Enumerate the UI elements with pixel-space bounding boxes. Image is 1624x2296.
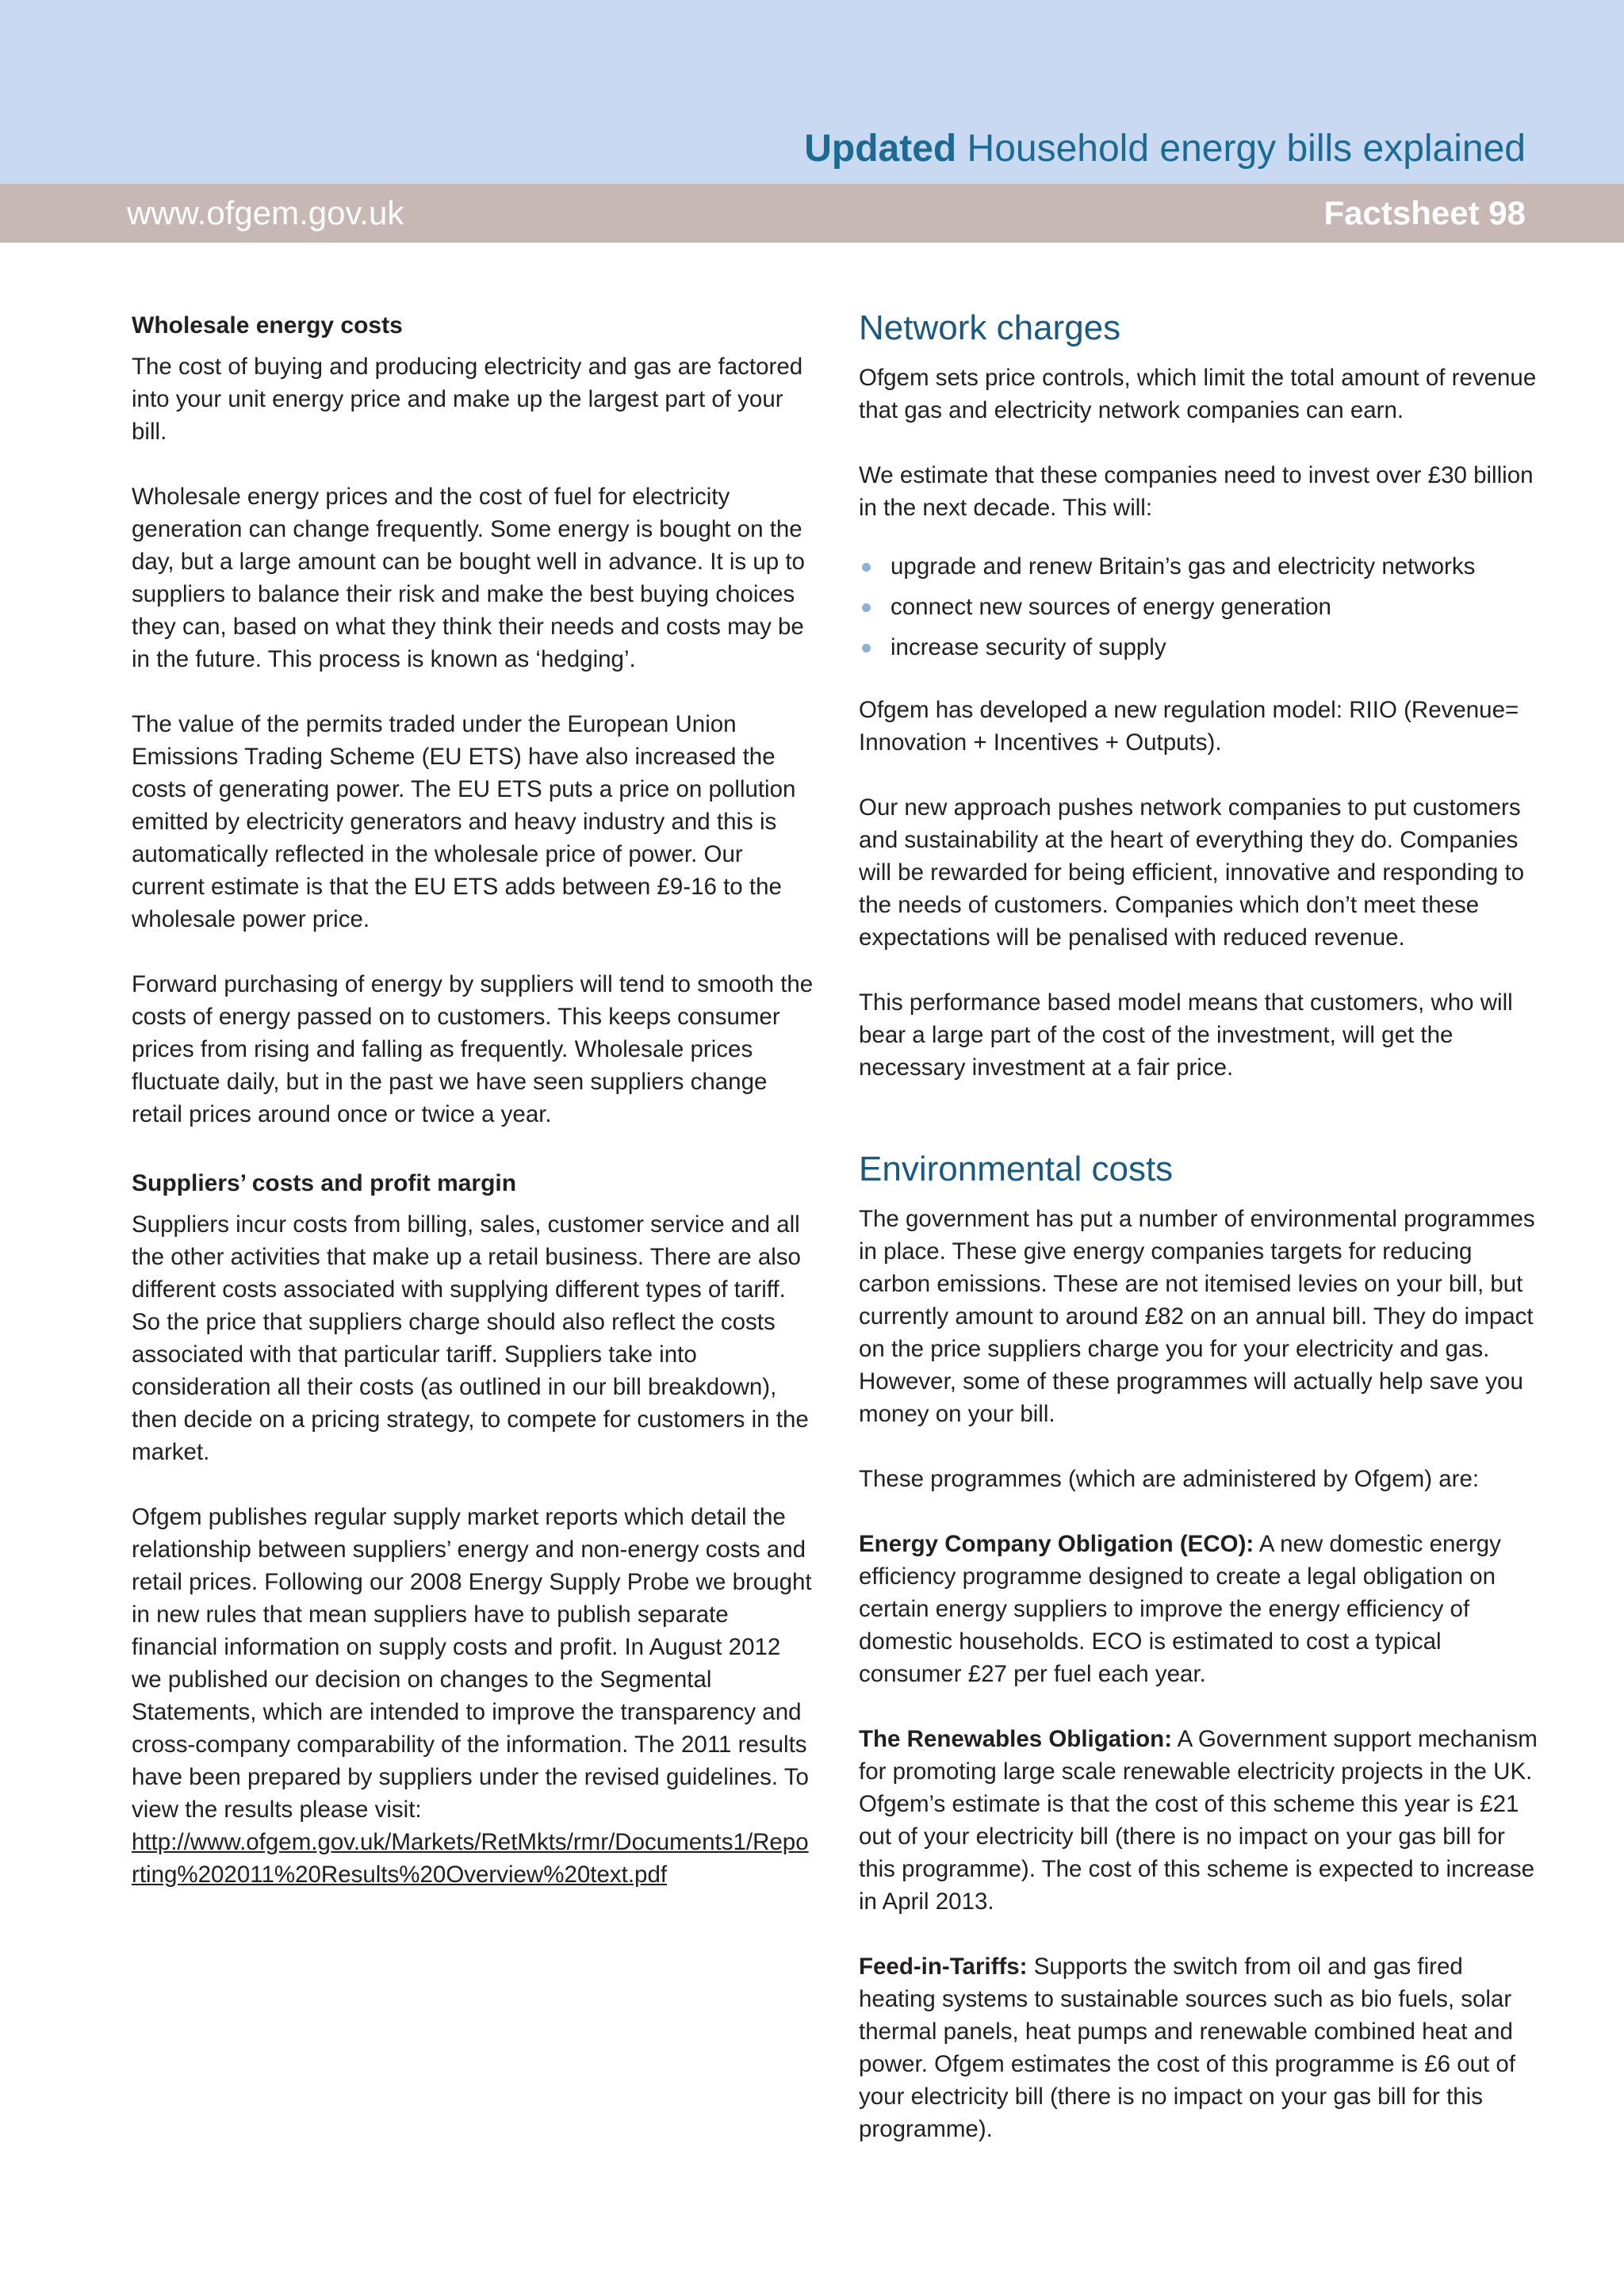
title-text: Household energy bills explained bbox=[956, 128, 1526, 170]
suppliers-heading: Suppliers’ costs and profit margin bbox=[132, 1170, 517, 1196]
wholesale-paragraph: The value of the permits traded under the European Union Emissions Trading Scheme (EU ETS) have also increased the costs of generating power. The EU ETS puts a price on pollution emitted by electricity generators and heavy industry and this is automatically reflected in the wholesale price of power. Our current estimate is that the EU ETS adds between £9-16 to the wholesale power price. bbox=[132, 711, 796, 932]
environmental-paragraph: These programmes (which are administered by Ofgem) are: bbox=[859, 1466, 1480, 1492]
ro-paragraph bbox=[859, 1723, 1541, 1918]
network-bullet-list bbox=[859, 550, 1541, 664]
network-paragraph: Our new approach pushes network companies to put customers and sustainability at the heart of everything they do. Companies will be rewarded for being efficient, innovative and responding to the needs of customers. Companies which don’t meet these expectations will be penalised with reduced revenue. bbox=[859, 794, 1525, 951]
fit-text: Supports the switch from oil and gas fired heating systems to sustainable sources such as bio fuels, solar thermal panels, heat pumps and renewable combined heat and power. Ofgem estimates the cost of this programme is £6 out of your electricity bill (there is no impact on your gas bill for this programme). bbox=[859, 1954, 1516, 2142]
network-heading: Network charges bbox=[859, 308, 1121, 347]
bullet-icon bbox=[862, 563, 871, 572]
bullet-item bbox=[859, 550, 1541, 583]
wholesale-paragraph: The cost of buying and producing electricity and gas are factored into your unit energy price and make up the largest part of your bill. bbox=[132, 354, 803, 445]
wholesale-paragraph: Forward purchasing of energy by suppliers will tend to smooth the costs of energy passed on to customers. This keeps consumer prices from rising and falling as frequently. Wholesale prices fluctuate daily, but in the past we have seen suppliers change retail prices around once or twice a year. bbox=[132, 971, 814, 1127]
bullet-text: increase security of supply bbox=[891, 634, 1166, 660]
environmental-paragraph: The government has put a number of environmental programmes in place. These give energy companies targets for reducing carbon emissions. These are not itemised levies on your bill, but currently amount to around £82 on an annual bill. They do impact on the price suppliers charge you for your electricity and gas. However, some of these programmes will actually help save you money on your bill. bbox=[859, 1206, 1535, 1427]
suppliers-paragraph-text: Ofgem publishes regular supply market reports which detail the relationship between suppliers’ energy and non-energy costs and retail prices. Following our 2008 Energy Supply Probe we brought in new rules that mean suppliers have to publish separate financial information on supply costs and profit. In August 2012 we published our decision on changes to the Segmental Statements, which are intended to improve the transparency and cross-company comparability of the information. The 2011 results have been prepared by suppliers under the revised guidelines. To view the results please visit: bbox=[132, 1504, 812, 1823]
header-bar bbox=[0, 184, 1624, 243]
left-column bbox=[132, 309, 814, 1891]
ro-lead: The Renewables Obligation: bbox=[859, 1726, 1173, 1752]
factsheet-number: Factsheet 98 bbox=[1323, 194, 1526, 232]
environmental-heading: Environmental costs bbox=[859, 1150, 1174, 1188]
results-link[interactable]: http://www.ofgem.gov.uk/Markets/RetMkts/rmr/Documents1/Reporting%202011%20Results%20Overview%20text.pdf bbox=[132, 1829, 809, 1888]
right-column bbox=[859, 306, 1541, 2145]
title-updated: Updated bbox=[804, 128, 957, 170]
header-band bbox=[0, 0, 1624, 184]
bullet-icon bbox=[862, 603, 871, 612]
suppliers-paragraph bbox=[132, 1501, 814, 1891]
wholesale-heading: Wholesale energy costs bbox=[132, 312, 403, 339]
fit-paragraph bbox=[859, 1950, 1541, 2145]
suppliers-paragraph: Suppliers incur costs from billing, sales, customer service and all the other activities that make up a retail business. There are also different costs associated with supplying different types of tariff. So the price that suppliers charge should also reflect the costs associated with that particular tariff. Suppliers take into consideration all their costs (as outlined in our bill breakdown), then decide on a pricing strategy, to compete for customers in the market. bbox=[132, 1211, 809, 1465]
eco-lead: Energy Company Obligation (ECO): bbox=[859, 1531, 1254, 1557]
eco-paragraph bbox=[859, 1528, 1541, 1690]
eco-text: A new domestic energy efficiency programme designed to create a legal obligation on certain energy suppliers to improve the energy efficiency of domestic households. ECO is estimated to cost a typical consumer £27 per fuel each year. bbox=[859, 1531, 1501, 1687]
fit-lead: Feed-in-Tariffs: bbox=[859, 1954, 1028, 1980]
bullet-item bbox=[859, 631, 1541, 664]
network-paragraph: We estimate that these companies need to invest over £30 billion in the next decade. This will: bbox=[859, 462, 1534, 521]
bullet-item bbox=[859, 591, 1541, 623]
network-paragraph: Ofgem sets price controls, which limit the total amount of revenue that gas and electricity network companies can earn. bbox=[859, 365, 1537, 423]
network-paragraph: Ofgem has developed a new regulation model: RIIO (Revenue= Innovation + Incentives + Outputs). bbox=[859, 697, 1519, 756]
wholesale-paragraph: Wholesale energy prices and the cost of fuel for electricity generation can change frequently. Some energy is bought on the day, but a large amount can be bought well in advance. It is up to suppliers to balance their risk and make the best buying choices they can, based on what they think their needs and costs may be in the future. This process is known as ‘hedging’. bbox=[132, 484, 805, 672]
ro-text: A Government support mechanism for promoting large scale renewable electricity projects in the UK. Ofgem’s estimate is that the cost of this scheme this year is £21 out of your electricity bill (there is no impact on your gas bill for this programme). The cost of this scheme is expected to increase in April 2013. bbox=[859, 1726, 1538, 1915]
bullet-text: upgrade and renew Britain’s gas and electricity networks bbox=[891, 553, 1476, 580]
document-title bbox=[804, 125, 1526, 173]
network-paragraph: This performance based model means that customers, who will bear a large part of the cost of the investment, will get the necessary investment at a fair price. bbox=[859, 989, 1513, 1081]
bullet-icon bbox=[862, 644, 871, 652]
site-url[interactable]: www.ofgem.gov.uk bbox=[127, 194, 404, 232]
bullet-text: connect new sources of energy generation bbox=[891, 594, 1331, 620]
